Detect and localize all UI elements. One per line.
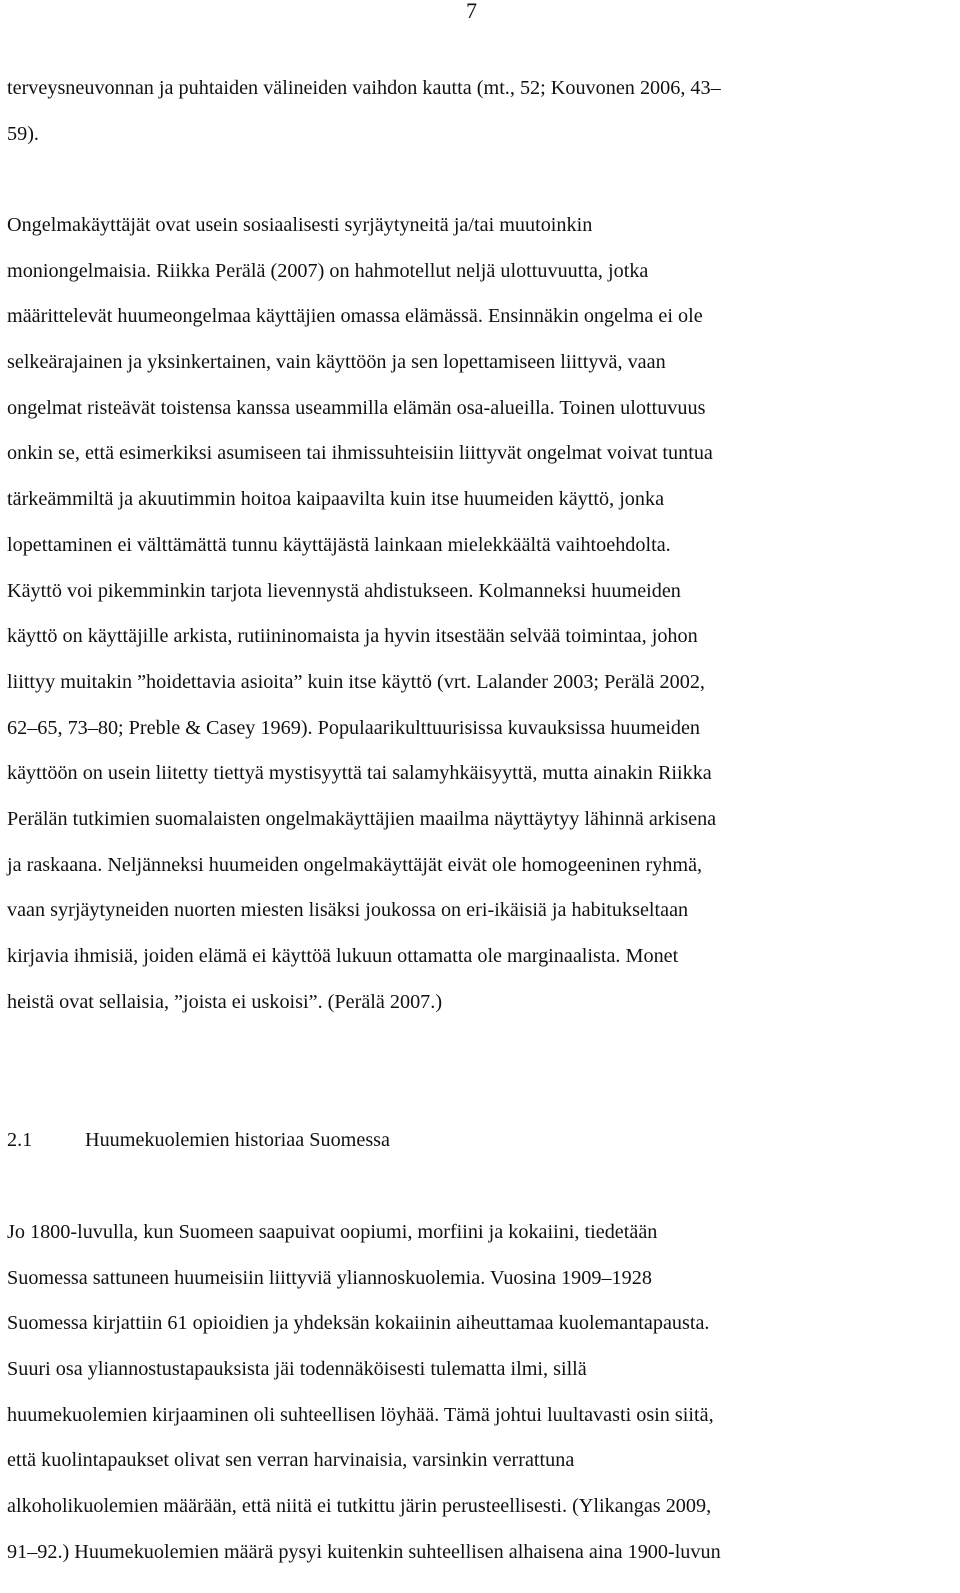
text-line: ongelmat risteävät toistensa kanssa useammilla elämän osa-alueilla. Toinen ulottuvuus bbox=[7, 396, 706, 419]
text-line: määrittelevät huumeongelmaa käyttäjien omassa elämässä. Ensinnäkin ongelma ei ole bbox=[7, 305, 703, 328]
text-line: liittyy muitakin ”hoidettavia asioita” kuin itse käyttö (vrt. Lalander 2003; Perälä 2002, bbox=[7, 670, 705, 693]
text-line: Ongelmakäyttäjät ovat usein sosiaalisesti syrjäytyneitä ja/tai muutoinkin bbox=[7, 214, 593, 236]
text-line: 62–65, 73–80; Preble & Casey 1969). Populaarikulttuurisissa kuvauksissa huumeiden bbox=[7, 716, 701, 739]
paragraph-history bbox=[7, 1210, 947, 1576]
paragraph-problem-users bbox=[7, 203, 947, 1025]
text-line: terveysneuvonnan ja puhtaiden välineiden vaihdon kautta (mt., 52; Kouvonen 2006, 43– bbox=[7, 77, 721, 99]
section-heading bbox=[7, 1118, 947, 1164]
text-line: että kuolintapaukset olivat sen verran harvinaisia, varsinkin verrattuna bbox=[7, 1449, 575, 1472]
text-line: käyttö on käyttäjille arkista, rutiininomaista ja hyvin itsestään selvää toimintaa, johon bbox=[7, 625, 698, 648]
text-line: kirjavia ihmisiä, joiden elämä ei käyttöä lukuun ottamatta ole marginaalista. Monet bbox=[7, 945, 679, 967]
text-line: käyttöön on usein liitetty tiettyä mystisyyttä tai salamyhkäisyyttä, mutta ainakin Riikka bbox=[7, 762, 712, 785]
text-line: selkeärajainen ja yksinkertainen, vain käyttöön ja sen lopettamiseen liittyvä, vaan bbox=[7, 351, 666, 374]
text-line: 91–92.) Huumekuolemien määrä pysyi kuitenkin suhteellisen alhaisena aina 1900-luvun bbox=[7, 1540, 721, 1563]
text-line: Perälän tutkimien suomalaisten ongelmakäyttäjien maailma näyttäytyy lähinnä arkisena bbox=[7, 807, 717, 830]
text-line: Suomessa sattuneen huumeisiin liittyviä yliannoskuolemia. Vuosina 1909–1928 bbox=[7, 1266, 652, 1289]
section-number: 2.1 bbox=[7, 1129, 33, 1151]
text-line: onkin se, että esimerkiksi asumiseen tai ihmissuhteisiin liittyvät ongelmat voivat tuntua bbox=[7, 442, 713, 465]
text-line: huumekuolemien kirjaaminen oli suhteellisen löyhää. Tämä johtui luultavasti osin siitä, bbox=[7, 1403, 714, 1426]
text-line: alkoholikuolemien määrään, että niitä ei tutkittu järin perusteellisesti. (Ylikangas 2009, bbox=[7, 1495, 712, 1518]
paragraph-continuation bbox=[7, 66, 947, 157]
text-line: Suuri osa yliannostustapauksista jäi todennäköisesti tulematta ilmi, sillä bbox=[7, 1358, 587, 1381]
text-line: vaan syrjäytyneiden nuorten miesten lisäksi joukossa on eri-ikäisiä ja habitukseltaan bbox=[7, 899, 689, 922]
text-line: Suomessa kirjattiin 61 opioidien ja yhdeksän kokaiinin aiheuttamaa kuolemantapausta. bbox=[7, 1312, 710, 1335]
text-line: ja raskaana. Neljänneksi huumeiden ongelmakäyttäjät eivät ole homogeeninen ryhmä, bbox=[7, 853, 703, 876]
text-line: Jo 1800-luvulla, kun Suomeen saapuivat oopiumi, morfiini ja kokaiini, tiedetään bbox=[7, 1221, 658, 1243]
text-line: Käyttö voi pikemminkin tarjota lievennystä ahdistukseen. Kolmanneksi huumeiden bbox=[7, 579, 681, 602]
text-line: heistä ovat sellaisia, ”joista ei uskoisi”. (Perälä 2007.) bbox=[7, 990, 443, 1013]
text-line: lopettaminen ei välttämättä tunnu käyttäjästä lainkaan mielekkäältä vaihtoehdolta. bbox=[7, 533, 671, 556]
section-title: Huumekuolemien historiaa Suomessa bbox=[85, 1129, 391, 1151]
text-line: 59). bbox=[7, 122, 39, 145]
text-line: tärkeämmiltä ja akuutimmin hoitoa kaipaavilta kuin itse huumeiden käyttö, jonka bbox=[7, 488, 665, 511]
page-number: 7 bbox=[466, 0, 477, 23]
text-line: moniongelmaisia. Riikka Perälä (2007) on hahmotellut neljä ulottuvuutta, jotka bbox=[7, 259, 649, 282]
